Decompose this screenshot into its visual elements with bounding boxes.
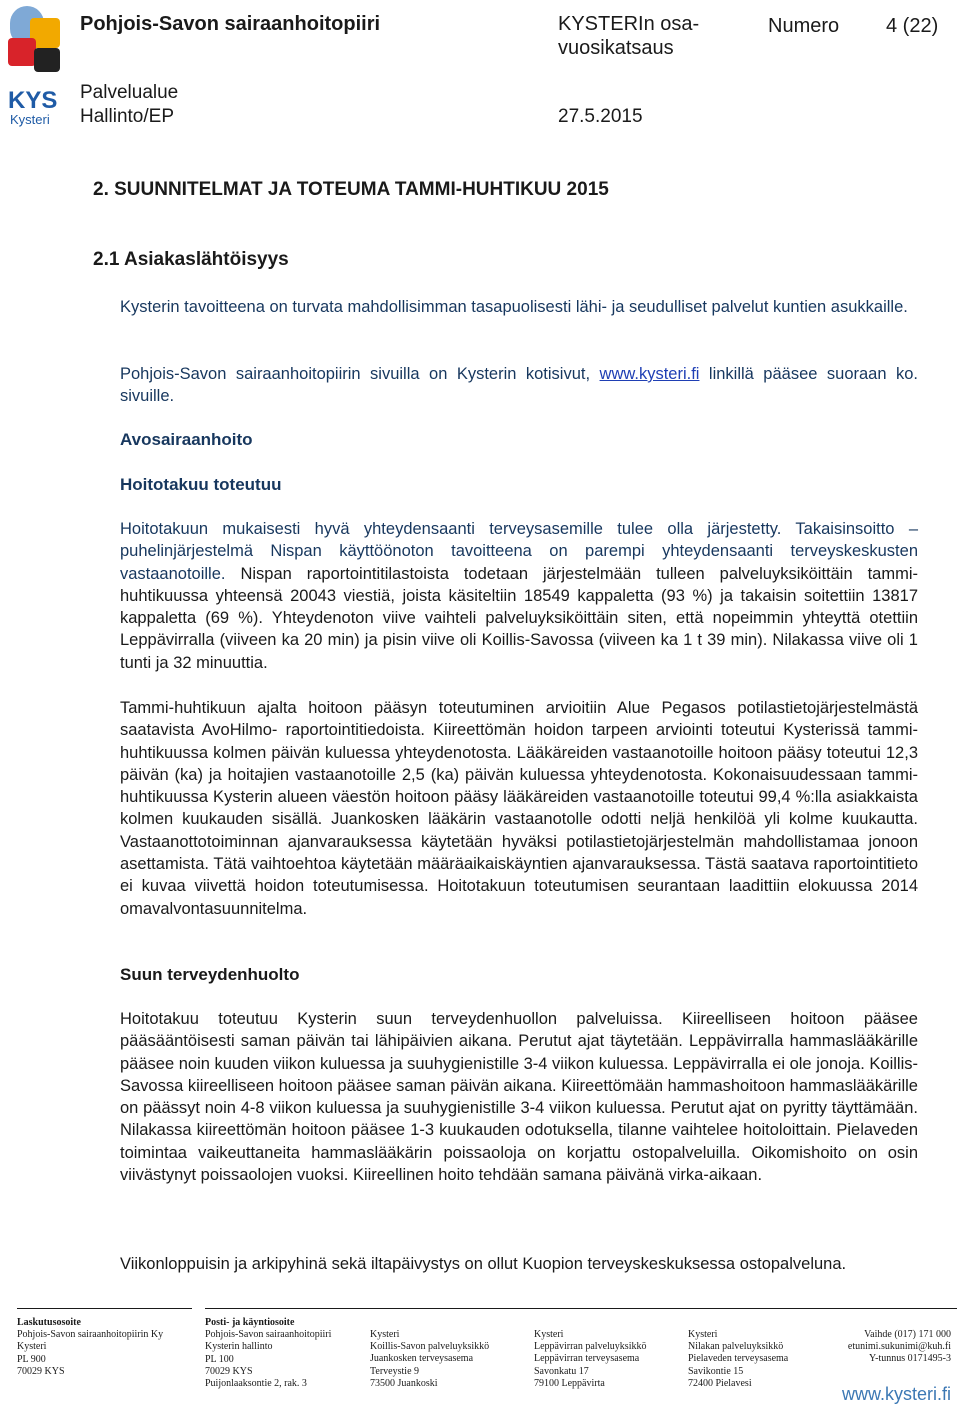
footer-website[interactable]: www.kysteri.fi [841, 1383, 951, 1404]
footer-unit-line: Kysteri [688, 1329, 718, 1340]
suun-terveydenhuolto-paragraph-2: Viikonloppuisin ja arkipyhinä sekä iltapäivystys on ollut Kuopion terveyskeskuksessa ostopalveluna. [120, 1255, 847, 1273]
intro-paragraph-1: Kysterin tavoitteena on turvata mahdollisimman tasapuolisesti lähi- ja seudulliset palvelut kuntien asukkaille. [120, 298, 908, 316]
footer-billing-line: Kysteri [17, 1341, 47, 1353]
footer-unit-line: 73500 Juankoski [370, 1377, 438, 1389]
kysteri-website-link[interactable]: www.kysteri.fi [599, 365, 700, 383]
footer-unit-line: Juankosken terveysasema [370, 1353, 474, 1365]
footer-unit-line: Koillis-Savon palveluyksikkö [370, 1341, 490, 1353]
footer-billing-title: Laskutusosoite [17, 1317, 81, 1328]
logo-subtext: Kysteri [10, 112, 50, 127]
footer-unit-line: 79100 Leppävirta [534, 1377, 605, 1389]
document-title: KYSTERIn osa-vuosikatsaus [558, 13, 700, 59]
footer-unit-line: Nilakan palveluyksikkö [688, 1341, 784, 1353]
footer-unit-line: Kysteri [534, 1329, 564, 1340]
takaisinsoitto-text: Hoitotakuun mukaisesti hyvä yhteydensaanti terveysasemille tulee olla järjestetty. Takaisinsoitto – puhelinjärjestelmä Nispan käyttöönoton tavoitteena on parempi yhteydensaanti terveyskeskusten vastaanotoille. [120, 520, 918, 583]
kys-logo [4, 4, 64, 128]
suun-terveydenhuolto-heading: Suun terveydenhuolto [120, 965, 300, 984]
footer-rule-1 [17, 1308, 192, 1309]
subsection-heading: 2.1 Asiakaslähtöisyys [93, 249, 289, 270]
intro-text-after: linkillä pääsee suoraan ko. sivuille. [120, 365, 918, 406]
unit-label: Palvelualue [80, 82, 179, 103]
unit-value: Hallinto/EP [80, 106, 174, 127]
footer-unit-line: Kysteri [370, 1329, 400, 1340]
footer-contact [848, 1329, 951, 1366]
nispa-statistics-text: Nispan raportointitilastoista todetaan järjestelmään tulleen palveluyksiköittäin tammi-huhtikuussa yhteensä 20043 viestiä, joista käsiteltiin 18549 kappaletta (93 %) ja takaisin soitettiin 13817 kappaletta (69 %). Yhteydenoton viive vaihteli palveluyksiköittäin siten, että nopeimmin yhteyttä otettiin Leppävirralla (viiveen ka 20 min) ja pisin viive oli Koillis-Savossa (viiveen ka 1 t 39 min). Nilakassa viive oli 1 tunti ja 32 minuuttia. [120, 564, 918, 672]
footer-postal-line: 70029 KYS [205, 1365, 253, 1377]
footer-postal-title: Posti- ja käyntiosoite [205, 1317, 295, 1328]
footer-unit-line: 72400 Pielavesi [688, 1377, 752, 1389]
footer-postal-line: Pohjois-Savon sairaanhoitopiiri [205, 1329, 332, 1341]
footer-billing-line: 70029 KYS [17, 1365, 65, 1377]
page-number: 4 (22) [886, 15, 939, 37]
footer-business-id: Y-tunnus 0171495-3 [869, 1353, 951, 1365]
footer-unit-line: Terveystie 9 [370, 1365, 420, 1377]
organization-name: Pohjois-Savon sairaanhoitopiiri [80, 13, 381, 35]
intro-paragraph-2 [120, 363, 918, 408]
avosairaanhoito-paragraph-2: Tammi-huhtikuun ajalta hoitoon pääsyn toteutuminen arvioitiin Alue Pegasos potilastietojärjestelmästä saatavista AvoHilmo- raportointitiedoista. Kiireettömän hoidon tarpeen arviointi toteutui Kysterissä tammi-huhtikuussa kolmen päivän kuluessa yhteydenotosta. Lääkäreiden vastaanotoille hoitoon pääsy toteutui 12,3 päivän (ka) ja hoitajien vastaanotoille 2,5 (ka) päivän kuluessa yhteydenotosta. Kokonaisuudessaan tammi-huhtikuussa Kysterin alueen väestön hoitoon pääsy lääkäreiden vastaanotoille toteutui 99,4 %:lla asiakkaista kolmen kuukauden sisällä. Juankosken lääkärin vastaanotolle odotti neljä henkilöä yli kolme kuukautta. Vastaanottotoiminnan ajanvarauksessa käytetään hyväksi potilastietojärjestelmän mahdollistamaa jonoon asettamista. Tätä vaihtoehtoa käytetään määräaikaiskäyntien ajanvarauksessa. Tästä saatava raportointitieto ei kuvaa viivettä hoidon toteutumisessa. Hoitotakuun toteutumisen seurantaan laadittiin elokuussa 2014 omavalvontasuunnitelma. [120, 699, 918, 918]
logo-cross-icon [8, 6, 60, 72]
footer-billing-line: Pohjois-Savon sairaanhoitopiirin Ky [17, 1329, 164, 1341]
footer-postal-address [205, 1317, 331, 1390]
avosairaanhoito-heading: Avosairaanhoito [120, 430, 253, 449]
suun-terveydenhuolto-paragraph-1: Hoitotakuu toteutuu Kysterin suun terveydenhuollon palveluissa. Kiireelliseen hoitoon pääsee pääsääntöisesti saman päivän tai lähipäivien aikana. Perutut ajat täytetään. Leppävirralla hammaslääkärille pääsee noin kuuden viikon kuluessa ja suuhygienistille 3-4 viikon kuluessa. Leppävirralla ei ole jonoja. Koillis-Savossa kiireelliseen hoitoon pääsee saman päivän aikana. Kiireettömään hammashoitoon hammaslääkärille on päässyt noin 4-8 viikon kuluessa ja suuhygienistille 3-4 viikon kuluessa. Perutut ajat on pyritty täyttämään. Nilakassa kiireettömän hoitoon pääsee 1-3 kuukauden odotuksella, tilanne vaihtelee hoitoloittain. Pielaveden toimintaa vaikeuttaneita hammaslääkärin poissaoloja on korjattu ostopalveluilla. Oikomishoito on osin viivästynyt poissaolojen vuoksi. Kiireellinen hoito tehdään samana päivänä virka-aikaan. [120, 1010, 918, 1185]
footer-nilakka [688, 1329, 788, 1390]
footer-postal-line: Puijonlaaksontie 2, rak. 3 [205, 1378, 307, 1390]
footer-email[interactable]: etunimi.sukunimi@kuh.fi [847, 1341, 951, 1353]
hoitotakuu-heading: Hoitotakuu toteutuu [120, 475, 282, 494]
avosairaanhoito-paragraph-1 [120, 518, 918, 674]
footer-unit-line: Savikontie 15 [688, 1365, 744, 1377]
footer-koillis-savo [370, 1329, 489, 1390]
footer-postal-line: PL 100 [205, 1353, 234, 1365]
footer-unit-line: Leppävirran terveysasema [534, 1353, 640, 1365]
number-label: Numero [768, 15, 840, 37]
footer-unit-line: Savonkatu 17 [534, 1365, 589, 1377]
footer-postal-line: Kysterin hallinto [205, 1341, 273, 1353]
intro-text-before: Pohjois-Savon sairaanhoitopiirin sivuilla on Kysterin kotisivut, [120, 365, 600, 383]
logo-text: KYS [8, 87, 58, 114]
footer-unit-line: Pielaveden terveysasema [688, 1353, 789, 1365]
section-heading: 2. SUUNNITELMAT JA TOTEUMA TAMMI-HUHTIKUU 2015 [93, 179, 609, 200]
document-date: 27.5.2015 [558, 106, 643, 127]
footer-leppavirta [534, 1329, 646, 1390]
footer-rule-2 [205, 1308, 957, 1309]
footer [17, 1300, 957, 1404]
footer-phone: Vaihde (017) 171 000 [864, 1329, 951, 1340]
footer-billing-line: PL 900 [17, 1353, 46, 1365]
footer-unit-line: Leppävirran palveluyksikkö [534, 1341, 647, 1353]
footer-billing-address [17, 1317, 163, 1378]
